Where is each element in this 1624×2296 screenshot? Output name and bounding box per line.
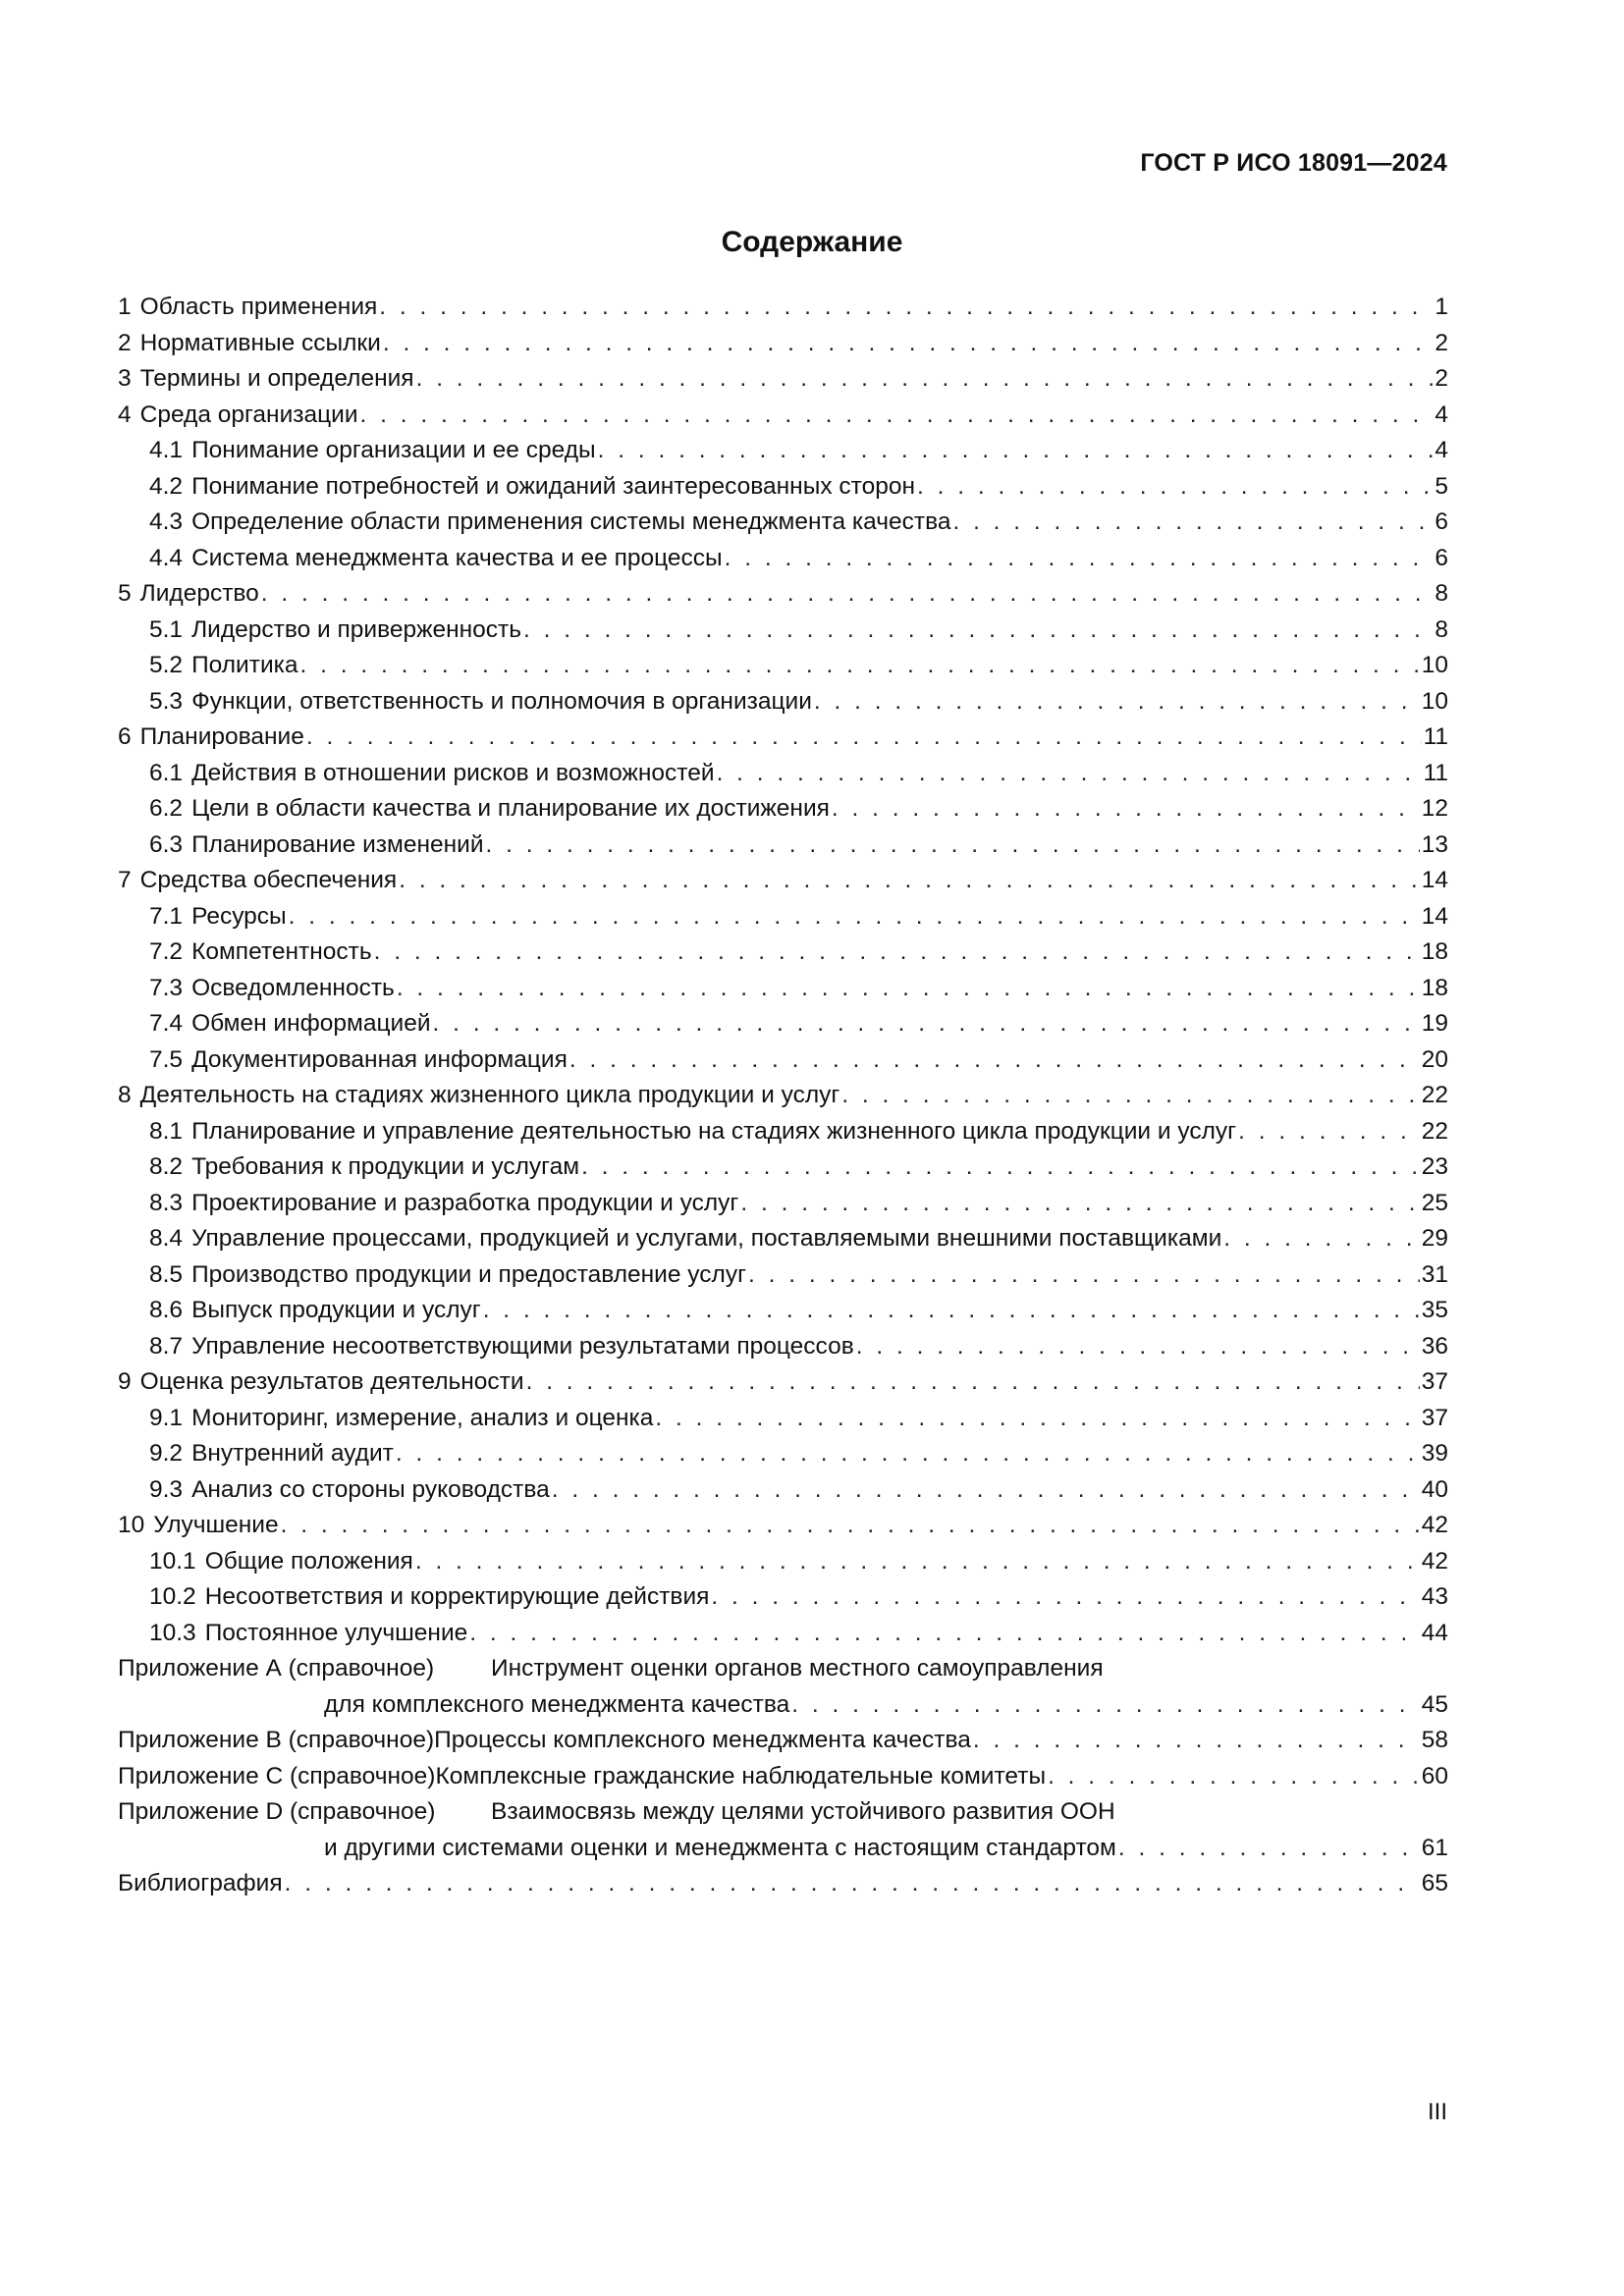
toc-entry-page: 14 bbox=[1421, 867, 1448, 893]
toc-entry[interactable] bbox=[118, 863, 1448, 899]
toc-entry[interactable] bbox=[118, 720, 1448, 756]
toc-entry-label: Планирование bbox=[139, 723, 304, 750]
toc-entry-label: Производство продукции и предоставление услуг bbox=[191, 1260, 747, 1288]
toc-entry-page: 45 bbox=[1421, 1690, 1448, 1718]
toc-entry-number: 5.2 bbox=[149, 652, 184, 678]
toc-entry-page: 42 bbox=[1421, 1547, 1448, 1575]
appendix-head: Приложение А (справочное) bbox=[118, 1655, 435, 1682]
toc-entry-page: 60 bbox=[1421, 1762, 1448, 1789]
dot-leader bbox=[841, 1078, 1419, 1114]
toc-entry[interactable] bbox=[118, 684, 1448, 721]
toc-entry-number: 8.1 bbox=[149, 1117, 184, 1145]
appendix-head: Приложение С (справочное) bbox=[118, 1762, 436, 1789]
toc-entry[interactable] bbox=[118, 1257, 1448, 1294]
toc-entry-page: 10 bbox=[1421, 652, 1448, 678]
toc-entry-page: 18 bbox=[1421, 938, 1448, 965]
toc-entry-number: 8.4 bbox=[149, 1225, 184, 1252]
toc-entry-number: 9.1 bbox=[149, 1404, 184, 1431]
toc-entry[interactable] bbox=[118, 1006, 1448, 1042]
toc-entry-label: Политика bbox=[191, 652, 298, 678]
standard-number: ГОСТ Р ИСО 18091—2024 bbox=[1140, 149, 1447, 177]
toc-entry[interactable] bbox=[118, 613, 1448, 649]
toc-entry-page: 31 bbox=[1421, 1260, 1448, 1288]
toc-entry-page: 29 bbox=[1421, 1225, 1448, 1252]
toc-appendix-a-cont[interactable] bbox=[118, 1687, 1448, 1724]
toc-entry-page: 65 bbox=[1421, 1870, 1448, 1896]
toc-entry[interactable] bbox=[118, 1508, 1448, 1544]
toc-entry-number: 6 bbox=[118, 723, 132, 750]
dot-leader bbox=[433, 1006, 1420, 1042]
toc-entry-page: 37 bbox=[1421, 1404, 1448, 1431]
toc-entry-page: 23 bbox=[1421, 1153, 1448, 1180]
toc-entry-page: 61 bbox=[1421, 1834, 1448, 1861]
toc-entry[interactable] bbox=[118, 1616, 1448, 1652]
toc-entry-number: 6.1 bbox=[149, 759, 184, 786]
toc-entry-label: Понимание организации и ее среды bbox=[191, 437, 596, 463]
toc-entry-number: 10.3 bbox=[149, 1619, 196, 1646]
toc-entry-number: 7.5 bbox=[149, 1045, 184, 1073]
toc-entry[interactable] bbox=[118, 1472, 1448, 1509]
toc-entry-label: Управление процессами, продукцией и услугами, поставляемыми внешними поставщиками bbox=[191, 1225, 1222, 1252]
toc-entry-page: 22 bbox=[1421, 1082, 1448, 1108]
toc-entry-page: 36 bbox=[1421, 1332, 1448, 1360]
toc-entry-label: Ресурсы bbox=[191, 902, 287, 930]
toc-entry-page: 44 bbox=[1421, 1619, 1448, 1646]
table-of-contents bbox=[118, 290, 1448, 1902]
toc-entry[interactable] bbox=[118, 1186, 1448, 1222]
toc-entry-page: 8 bbox=[1435, 615, 1448, 643]
dot-leader bbox=[1223, 1221, 1419, 1257]
toc-entry-number: 7.2 bbox=[149, 938, 184, 965]
toc-appendix-d-cont[interactable] bbox=[118, 1831, 1448, 1867]
toc-entry-label: Определение области применения системы менеджмента качества bbox=[191, 508, 951, 535]
toc-entry[interactable] bbox=[118, 1042, 1448, 1079]
toc-entry-page: 42 bbox=[1421, 1512, 1448, 1538]
dot-leader bbox=[469, 1616, 1419, 1652]
toc-entry-number: 9 bbox=[118, 1368, 132, 1395]
toc-entry-page: 40 bbox=[1421, 1475, 1448, 1503]
toc-entry-label: Выпуск продукции и услуг bbox=[191, 1297, 481, 1323]
toc-entry-number: 4.2 bbox=[149, 472, 184, 500]
toc-entry-number: 6.2 bbox=[149, 795, 184, 822]
dot-leader bbox=[300, 648, 1420, 684]
dot-leader bbox=[397, 971, 1420, 1007]
toc-entry-page: 13 bbox=[1421, 830, 1448, 858]
toc-entry-label: Цели в области качества и планирование их достижения bbox=[191, 795, 830, 822]
toc-entry-number: 3 bbox=[118, 365, 132, 392]
dot-leader bbox=[725, 541, 1434, 577]
toc-entry-page: 5 bbox=[1435, 472, 1448, 500]
toc-entry[interactable] bbox=[118, 791, 1448, 828]
appendix-title-line2: и другими системами оценки и менеджмента с настоящим стандартом bbox=[324, 1834, 1116, 1861]
toc-entry-label: Нормативные ссылки bbox=[139, 329, 381, 356]
dot-leader bbox=[832, 791, 1420, 828]
toc-entry-page: 12 bbox=[1421, 795, 1448, 822]
dot-leader bbox=[717, 756, 1422, 792]
toc-entry[interactable] bbox=[118, 1149, 1448, 1186]
toc-entry[interactable] bbox=[118, 398, 1448, 434]
toc-entry-label: Проектирование и разработка продукции и услуг bbox=[191, 1189, 739, 1216]
toc-entry-label: Улучшение bbox=[153, 1512, 279, 1538]
toc-entry-label: Внутренний аудит bbox=[191, 1440, 394, 1467]
toc-entry-number: 7 bbox=[118, 867, 132, 893]
toc-entry[interactable] bbox=[118, 1078, 1448, 1114]
toc-entry-page: 58 bbox=[1421, 1727, 1448, 1753]
toc-entry-page: 35 bbox=[1421, 1297, 1448, 1323]
toc-entry-page: 6 bbox=[1435, 544, 1448, 571]
dot-leader bbox=[399, 863, 1420, 899]
toc-appendix-c[interactable] bbox=[118, 1759, 1448, 1795]
toc-entry-number: 4.3 bbox=[149, 508, 184, 535]
toc-entry[interactable] bbox=[118, 1114, 1448, 1150]
dot-leader bbox=[569, 1042, 1420, 1079]
toc-entry[interactable] bbox=[118, 1436, 1448, 1472]
toc-entry[interactable] bbox=[118, 648, 1448, 684]
toc-entry-label: Постоянное улучшение bbox=[204, 1619, 468, 1646]
toc-entry[interactable] bbox=[118, 1579, 1448, 1616]
dot-leader bbox=[1238, 1114, 1420, 1150]
dot-leader bbox=[917, 469, 1433, 506]
dot-leader bbox=[526, 1364, 1420, 1401]
toc-entry[interactable] bbox=[118, 576, 1448, 613]
toc-entry[interactable] bbox=[118, 1544, 1448, 1580]
toc-entry-number: 10 bbox=[118, 1512, 145, 1538]
toc-appendix-a[interactable] bbox=[118, 1651, 1448, 1687]
toc-entry-label: Требования к продукции и услугам bbox=[191, 1153, 580, 1180]
toc-entry-label: Управление несоответствующими результатами процессов bbox=[191, 1332, 854, 1360]
toc-entry-page: 2 bbox=[1435, 329, 1448, 356]
dot-leader bbox=[1048, 1759, 1420, 1795]
dot-leader bbox=[740, 1186, 1419, 1222]
dot-leader bbox=[598, 433, 1434, 469]
toc-appendix-d[interactable] bbox=[118, 1794, 1448, 1831]
dot-leader bbox=[374, 934, 1420, 971]
toc-entry-page: 37 bbox=[1421, 1368, 1448, 1395]
toc-entry-number: 8.2 bbox=[149, 1153, 184, 1180]
toc-entry[interactable] bbox=[118, 1293, 1448, 1329]
toc-entry-label: Лидерство и приверженность bbox=[191, 615, 522, 643]
toc-entry-label: Компетентность bbox=[191, 938, 372, 965]
toc-entry-number: 7.1 bbox=[149, 902, 184, 930]
toc-entry[interactable] bbox=[118, 1401, 1448, 1437]
dot-leader bbox=[379, 290, 1433, 326]
toc-entry-label: Документированная информация bbox=[191, 1045, 568, 1073]
toc-title: Содержание bbox=[721, 226, 903, 258]
toc-entry-label: Общие положения bbox=[204, 1547, 413, 1575]
dot-leader bbox=[261, 576, 1434, 613]
toc-entry-label: Термины и определения bbox=[139, 365, 414, 392]
toc-entry[interactable] bbox=[118, 971, 1448, 1007]
toc-entry-number: 5.1 bbox=[149, 615, 184, 643]
toc-entry-label: Система менеджмента качества и ее процессы bbox=[191, 544, 723, 571]
toc-entry-label: Планирование изменений bbox=[191, 830, 484, 858]
toc-entry-page: 6 bbox=[1435, 508, 1448, 535]
toc-entry-label: Деятельность на стадиях жизненного цикла продукции и услуг bbox=[139, 1082, 840, 1108]
toc-entry-label: Библиография bbox=[118, 1870, 283, 1896]
toc-entry-number: 7.3 bbox=[149, 974, 184, 1001]
appendix-title-line1: Процессы комплексного менеджмента качества bbox=[434, 1727, 971, 1753]
toc-entry-label: Анализ со стороны руководства bbox=[191, 1475, 550, 1503]
toc-entry-number: 10.1 bbox=[149, 1547, 196, 1575]
toc-entry-label: Понимание потребностей и ожиданий заинтересованных сторон bbox=[191, 472, 915, 500]
toc-entry-page: 2 bbox=[1435, 365, 1448, 392]
appendix-title-line1: Комплексные гражданские наблюдательные комитеты bbox=[435, 1762, 1047, 1789]
dot-leader bbox=[748, 1257, 1420, 1294]
toc-entry-label: Оценка результатов деятельности bbox=[139, 1368, 524, 1395]
toc-entry[interactable] bbox=[118, 828, 1448, 864]
dot-leader bbox=[973, 1723, 1420, 1759]
dot-leader bbox=[1118, 1831, 1420, 1867]
toc-entry-page: 43 bbox=[1421, 1583, 1448, 1610]
toc-entry[interactable] bbox=[118, 326, 1448, 362]
dot-leader bbox=[711, 1579, 1419, 1616]
toc-entry[interactable] bbox=[118, 433, 1448, 469]
toc-entry[interactable] bbox=[118, 505, 1448, 541]
toc-entry-number: 8.3 bbox=[149, 1189, 184, 1216]
toc-entry-page: 14 bbox=[1421, 902, 1448, 930]
toc-entry-label: Осведомленность bbox=[191, 974, 395, 1001]
toc-entry-label: Действия в отношении рисков и возможностей bbox=[191, 759, 715, 786]
toc-entry-number: 10.2 bbox=[149, 1583, 196, 1610]
toc-entry-page: 11 bbox=[1423, 723, 1448, 750]
dot-leader bbox=[952, 505, 1433, 541]
toc-entry-number: 5 bbox=[118, 580, 132, 607]
toc-entry-number: 6.3 bbox=[149, 830, 184, 858]
dot-leader bbox=[581, 1149, 1420, 1186]
toc-entry-number: 4 bbox=[118, 400, 132, 428]
toc-entry[interactable] bbox=[118, 756, 1448, 792]
dot-leader bbox=[281, 1508, 1420, 1544]
toc-bibliography[interactable] bbox=[118, 1866, 1448, 1902]
appendix-head: Приложение D (справочное) bbox=[118, 1798, 436, 1825]
toc-entry-page: 10 bbox=[1421, 687, 1448, 715]
dot-leader bbox=[289, 899, 1420, 935]
toc-entry-number: 8.6 bbox=[149, 1297, 184, 1323]
toc-entry[interactable] bbox=[118, 541, 1448, 577]
toc-entry-label: Средства обеспечения bbox=[139, 867, 398, 893]
toc-entry-label: Функции, ответственность и полномочия в организации bbox=[191, 687, 812, 715]
toc-entry-label: Планирование и управление деятельностью на стадиях жизненного цикла продукции и услуг bbox=[191, 1117, 1237, 1145]
toc-entry[interactable] bbox=[118, 361, 1448, 398]
page-number: III bbox=[1427, 2099, 1447, 2125]
toc-entry-page: 18 bbox=[1421, 974, 1448, 1001]
toc-appendix-b[interactable] bbox=[118, 1723, 1448, 1759]
toc-entry-page: 25 bbox=[1421, 1189, 1448, 1216]
dot-leader bbox=[306, 720, 1422, 756]
dot-leader bbox=[396, 1436, 1420, 1472]
toc-entry-page: 4 bbox=[1435, 400, 1448, 428]
toc-entry[interactable] bbox=[118, 899, 1448, 935]
dot-leader bbox=[856, 1329, 1420, 1365]
toc-entry-label: Мониторинг, измерение, анализ и оценка bbox=[191, 1404, 654, 1431]
dot-leader bbox=[655, 1401, 1419, 1437]
toc-entry-page: 19 bbox=[1421, 1010, 1448, 1037]
toc-entry[interactable] bbox=[118, 469, 1448, 506]
toc-entry-page: 4 bbox=[1435, 437, 1448, 463]
toc-entry-number: 1 bbox=[118, 294, 132, 320]
dot-leader bbox=[360, 398, 1434, 434]
toc-entry-number: 4.4 bbox=[149, 544, 184, 571]
toc-entry-label: Лидерство bbox=[139, 580, 259, 607]
toc-entry[interactable] bbox=[118, 1364, 1448, 1401]
toc-entry[interactable] bbox=[118, 1329, 1448, 1365]
toc-entry[interactable] bbox=[118, 290, 1448, 326]
toc-entry-number: 4.1 bbox=[149, 437, 184, 463]
appendix-title-line1: Инструмент оценки органов местного самоуправления bbox=[491, 1655, 1104, 1682]
dot-leader bbox=[486, 828, 1420, 864]
toc-entry-page: 1 bbox=[1435, 294, 1448, 320]
dot-leader bbox=[383, 326, 1434, 362]
toc-entry-number: 8.7 bbox=[149, 1332, 184, 1360]
appendix-title-line1: Взаимосвязь между целями устойчивого развития ООН bbox=[491, 1798, 1115, 1825]
appendix-head: Приложение В (справочное) bbox=[118, 1727, 435, 1753]
toc-entry-number: 7.4 bbox=[149, 1010, 184, 1037]
toc-entry-number: 8 bbox=[118, 1082, 132, 1108]
dot-leader bbox=[814, 684, 1420, 721]
toc-entry-page: 39 bbox=[1421, 1440, 1448, 1467]
toc-entry-page: 11 bbox=[1423, 759, 1448, 786]
toc-entry-page: 22 bbox=[1421, 1117, 1448, 1145]
toc-entry-number: 8.5 bbox=[149, 1260, 184, 1288]
toc-entry-number: 2 bbox=[118, 329, 132, 356]
dot-leader bbox=[523, 613, 1433, 649]
toc-entry-label: Несоответствия и корректирующие действия bbox=[204, 1583, 710, 1610]
toc-entry-number: 5.3 bbox=[149, 687, 184, 715]
toc-entry-label: Среда организации bbox=[139, 400, 358, 428]
dot-leader bbox=[416, 361, 1434, 398]
appendix-title-line2: для комплексного менеджмента качества bbox=[324, 1690, 790, 1718]
dot-leader bbox=[285, 1866, 1420, 1902]
toc-entry[interactable] bbox=[118, 1221, 1448, 1257]
dot-leader bbox=[415, 1544, 1420, 1580]
toc-entry-label: Область применения bbox=[139, 294, 378, 320]
dot-leader bbox=[483, 1293, 1420, 1329]
dot-leader bbox=[552, 1472, 1420, 1509]
toc-entry-number: 9.2 bbox=[149, 1440, 184, 1467]
toc-entry-number: 9.3 bbox=[149, 1475, 184, 1503]
toc-entry[interactable] bbox=[118, 934, 1448, 971]
toc-entry-label: Обмен информацией bbox=[191, 1010, 431, 1037]
toc-entry-page: 20 bbox=[1421, 1045, 1448, 1073]
toc-entry-page: 8 bbox=[1435, 580, 1448, 607]
dot-leader bbox=[791, 1687, 1419, 1724]
